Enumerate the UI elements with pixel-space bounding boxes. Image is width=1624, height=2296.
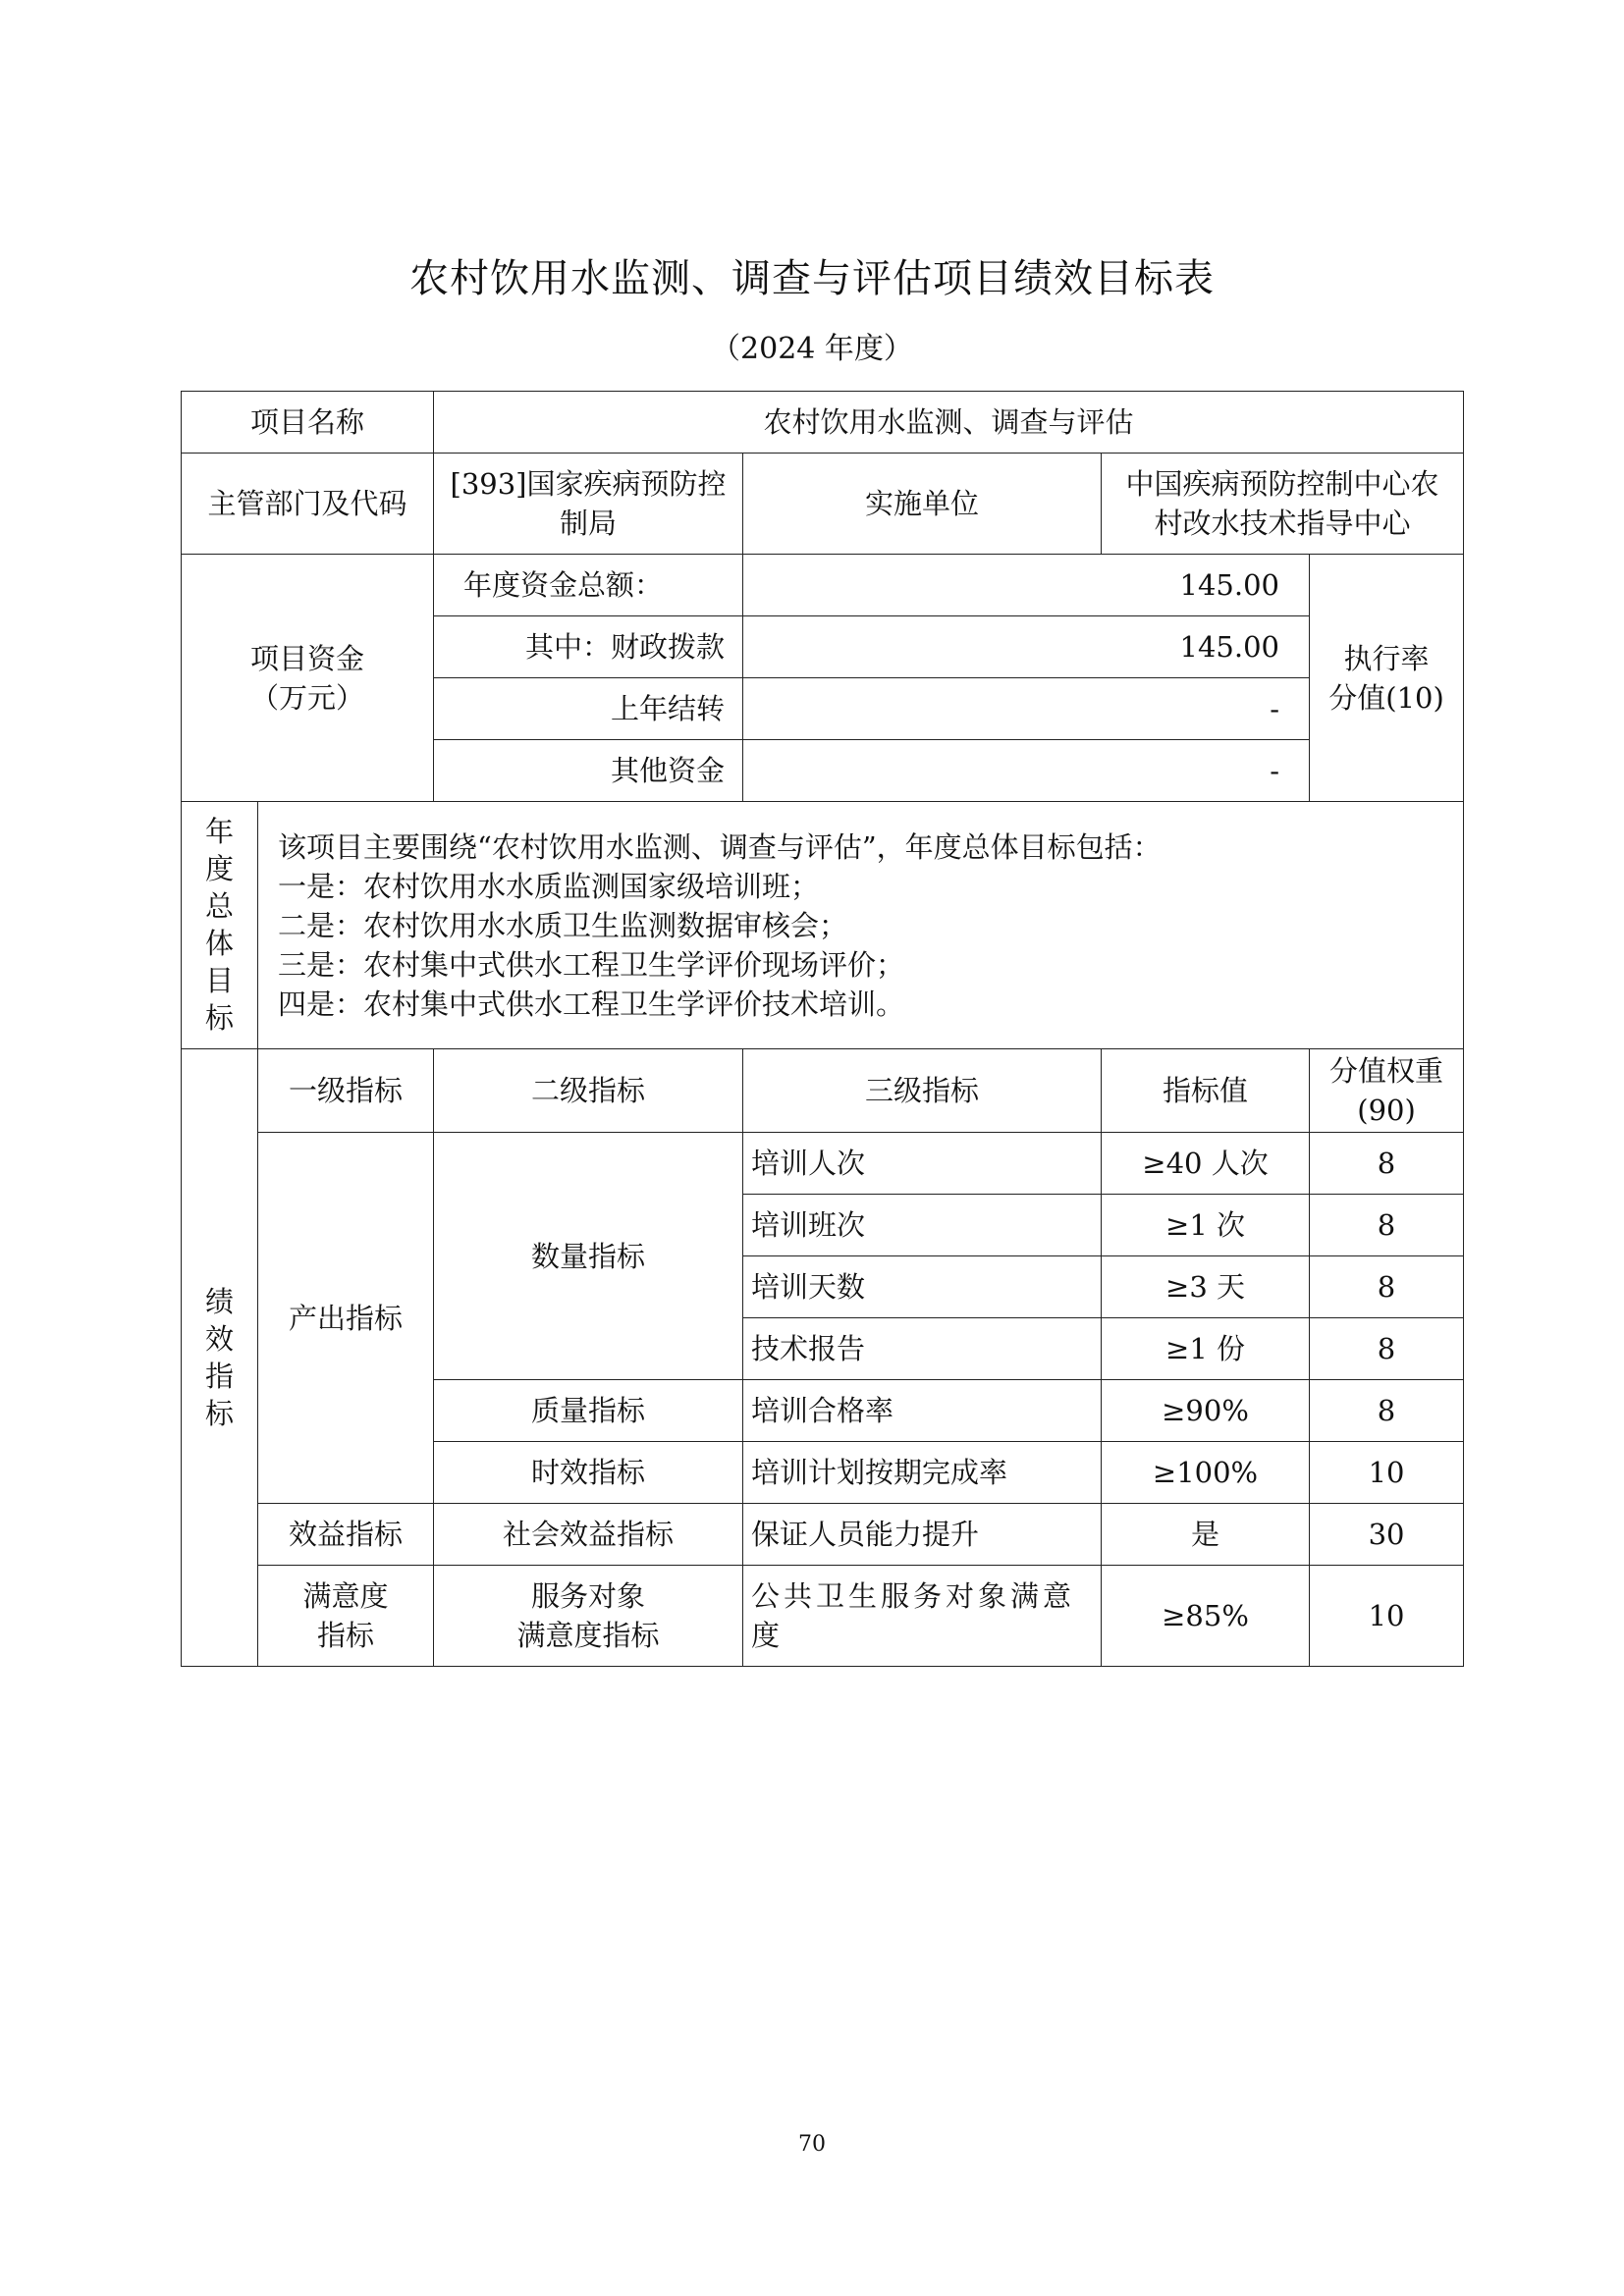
indicator-value: ≥3 天 — [1102, 1256, 1310, 1318]
implementer-label: 实施单位 — [743, 454, 1102, 555]
department-value: [393]国家疾病预防控制局 — [434, 454, 743, 555]
annual-goal-content — [258, 802, 1464, 1049]
carryover-value: - — [743, 678, 1310, 740]
table-row — [182, 1504, 1464, 1566]
quantity-indicator: 数量指标 — [434, 1133, 743, 1380]
funds-label: 项目资金 （万元） — [182, 555, 434, 802]
social-benefit-indicator: 社会效益指标 — [434, 1504, 743, 1566]
table-row — [182, 392, 1464, 454]
col-header-weight: 分值权重 (90) — [1310, 1049, 1464, 1133]
level3-name: 培训天数 — [743, 1256, 1102, 1318]
indicator-weight: 8 — [1310, 1318, 1464, 1380]
total-funds-value: 145.00 — [743, 555, 1310, 616]
page-title: 农村饮用水监测、调查与评估项目绩效目标表 — [409, 256, 1215, 301]
col-header-level2: 二级指标 — [434, 1049, 743, 1133]
indicator-weight: 10 — [1310, 1566, 1464, 1667]
department-label: 主管部门及代码 — [182, 454, 434, 555]
indicator-value: 是 — [1102, 1504, 1310, 1566]
level3-name: 培训人次 — [743, 1133, 1102, 1195]
carryover-label: 上年结转 — [434, 678, 743, 740]
total-funds-label: 年度资金总额： — [434, 555, 743, 616]
indicator-weight: 8 — [1310, 1133, 1464, 1195]
fiscal-funds-value: 145.00 — [743, 616, 1310, 678]
annual-goal-label: 年度总体目标 — [182, 802, 258, 1049]
project-name-value: 农村饮用水监测、调查与评估 — [434, 392, 1464, 454]
indicator-weight: 8 — [1310, 1380, 1464, 1442]
level3-name: 公共卫生服务对象满意度 — [743, 1566, 1102, 1667]
page-number: 70 — [798, 2132, 826, 2157]
exec-rate-label: 执行率 分值(10) — [1310, 555, 1464, 802]
other-funds-label: 其他资金 — [434, 740, 743, 802]
level3-name: 技术报告 — [743, 1318, 1102, 1380]
indicator-value: ≥1 次 — [1102, 1195, 1310, 1256]
level3-name: 培训计划按期完成率 — [743, 1442, 1102, 1504]
indicator-value: ≥1 份 — [1102, 1318, 1310, 1380]
level3-name: 培训合格率 — [743, 1380, 1102, 1442]
table-row — [182, 1133, 1464, 1195]
indicator-weight: 8 — [1310, 1256, 1464, 1318]
page-subtitle: （2024 年度） — [711, 332, 913, 366]
goal-line: 该项目主要围绕“农村饮用水监测、调查与评估”，年度总体目标包括： — [278, 829, 1162, 864]
fiscal-funds-label: 其中：财政拨款 — [434, 616, 743, 678]
output-indicator: 产出指标 — [258, 1133, 434, 1504]
col-header-level3: 三级指标 — [743, 1049, 1102, 1133]
goal-line: 四是：农村集中式供水工程卫生学评价技术培训。 — [278, 987, 905, 1021]
indicator-weight: 30 — [1310, 1504, 1464, 1566]
quality-indicator: 质量指标 — [434, 1380, 743, 1442]
table-row — [182, 555, 1464, 616]
performance-table — [181, 391, 1464, 1667]
satisfaction-indicator: 满意度 指标 — [258, 1566, 434, 1667]
project-name-label: 项目名称 — [182, 392, 434, 454]
goal-line: 一是：农村饮用水水质监测国家级培训班； — [278, 869, 820, 903]
level3-name: 保证人员能力提升 — [743, 1504, 1102, 1566]
benefit-indicator: 效益指标 — [258, 1504, 434, 1566]
table-row — [182, 1049, 1464, 1133]
timeliness-indicator: 时效指标 — [434, 1442, 743, 1504]
performance-label: 绩效指标 — [182, 1049, 258, 1667]
col-header-level1: 一级指标 — [258, 1049, 434, 1133]
other-funds-value: - — [743, 740, 1310, 802]
indicator-weight: 10 — [1310, 1442, 1464, 1504]
service-satisfaction-indicator: 服务对象 满意度指标 — [434, 1566, 743, 1667]
table-row — [182, 1566, 1464, 1667]
col-header-value: 指标值 — [1102, 1049, 1310, 1133]
table-row — [182, 454, 1464, 555]
indicator-value: ≥90% — [1102, 1380, 1310, 1442]
level3-name: 培训班次 — [743, 1195, 1102, 1256]
table-row — [182, 802, 1464, 1049]
implementer-value: 中国疾病预防控制中心农 村改水技术指导中心 — [1102, 454, 1464, 555]
indicator-weight: 8 — [1310, 1195, 1464, 1256]
goal-line: 三是：农村集中式供水工程卫生学评价现场评价； — [278, 947, 905, 982]
indicator-value: ≥40 人次 — [1102, 1133, 1310, 1195]
indicator-value: ≥85% — [1102, 1566, 1310, 1667]
indicator-value: ≥100% — [1102, 1442, 1310, 1504]
goal-line: 二是：农村饮用水水质卫生监测数据审核会； — [278, 908, 848, 942]
